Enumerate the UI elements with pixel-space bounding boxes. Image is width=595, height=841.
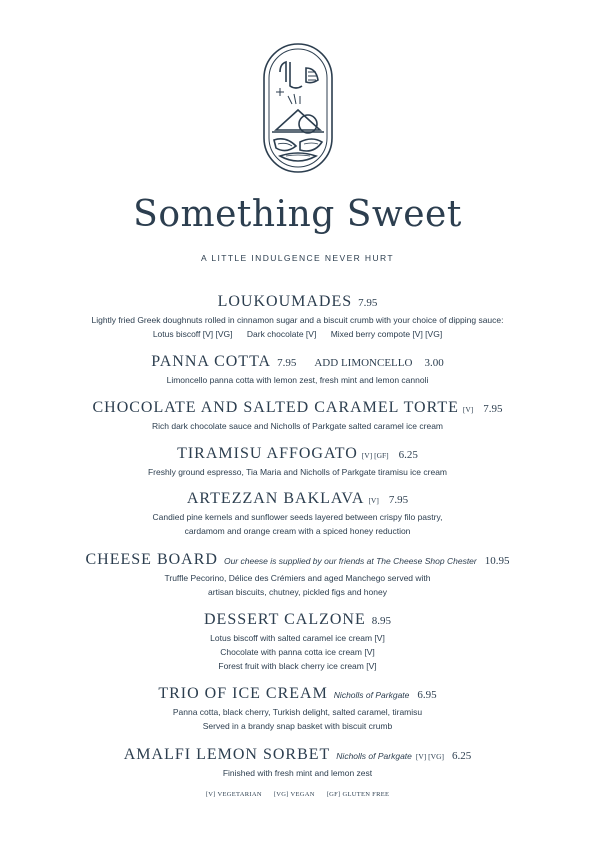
menu-tagline: A LITTLE INDULGENCE NEVER HURT — [201, 253, 394, 263]
item-price: 10.95 — [484, 555, 510, 567]
item-name: TRIO OF ICE CREAM — [158, 685, 328, 702]
menu-item-lemon-sorbet — [0, 744, 595, 780]
item-description-line: cardamom and orange cream with a spiced honey reduction — [184, 526, 411, 536]
item-description-line: Truffle Pecorino, Délice des Crémiers and aged Manchego served with — [164, 573, 431, 583]
menu-item-cheese-board — [0, 549, 595, 599]
item-price: 7.95 — [483, 403, 503, 415]
menu-item-chocolate-torte — [0, 397, 595, 433]
item-description: Finished with fresh mint and lemon zest — [222, 768, 373, 778]
item-name: PANNA COTTA — [151, 353, 272, 370]
item-description: Freshly ground espresso, Tia Maria and Nicholls of Parkgate tiramisu ice cream — [147, 467, 448, 477]
item-name: LOUKOUMADES — [217, 293, 353, 310]
item-name: CHEESE BOARD — [85, 551, 218, 568]
item-description: Limoncello panna cotta with lemon zest, fresh mint and lemon cannoli — [166, 375, 429, 385]
item-description-line: Served in a brandy snap basket with biscuit crumb — [202, 721, 393, 731]
item-description-line: Panna cotta, black cherry, Turkish delight, salted caramel, tiramisu — [172, 707, 423, 717]
emblem-logo-icon — [262, 42, 334, 174]
item-description: Lightly fried Greek doughnuts rolled in cinnamon sugar and a biscuit crumb with your choice of dipping sauce: — [91, 315, 504, 325]
item-price: 7.95 — [277, 357, 297, 369]
item-price: 7.95 — [358, 297, 378, 309]
legend-vegetarian: [V] VEGETARIAN — [205, 791, 262, 798]
item-description-line: Lotus biscoff with salted caramel ice cream [V] — [210, 633, 385, 643]
item-price: 6.95 — [417, 689, 437, 701]
item-description: Rich dark chocolate sauce and Nicholls of Parkgate salted caramel ice cream — [151, 421, 444, 431]
item-description-line: Chocolate with panna cotta ice cream [V] — [220, 647, 375, 657]
item-supplier-note: Nicholls of Parkgate — [336, 751, 412, 761]
menu-item-dessert-calzone — [0, 609, 595, 673]
item-tags: [V] — [462, 405, 474, 414]
option-berry-compote: Mixed berry compote [V] [VG] — [330, 329, 443, 339]
item-name: TIRAMISU AFFOGATO — [177, 445, 358, 462]
item-tags: [V] [VG] — [415, 752, 445, 761]
item-price: 6.25 — [452, 750, 472, 762]
legend-vegan: [VG] VEGAN — [273, 791, 315, 798]
menu-title: Something Sweet — [133, 194, 462, 235]
item-supplier-note: Nicholls of Parkgate — [333, 690, 410, 700]
item-tags: [V] [GF] — [361, 451, 389, 460]
legend-gluten-free: [GF] GLUTEN FREE — [326, 791, 390, 798]
item-extra-price: 3.00 — [424, 357, 444, 369]
item-description-line: artisan biscuits, chutney, pickled figs and honey — [208, 587, 387, 597]
menu-item-loukoumades — [0, 291, 595, 341]
menu-item-trio-ice-cream — [0, 683, 595, 733]
item-name: ARTEZZAN BAKLAVA — [186, 490, 365, 507]
item-description-line: Forest fruit with black cherry ice cream [V] — [218, 661, 377, 671]
item-price: 7.95 — [388, 494, 409, 506]
item-description-line: Candied pine kernels and sunflower seeds layered between crispy filo pastry, — [152, 512, 443, 522]
item-name: AMALFI LEMON SORBET — [123, 746, 331, 763]
item-price: 8.95 — [371, 615, 391, 627]
item-name: DESSERT CALZONE — [204, 611, 366, 628]
menu-item-baklava — [0, 488, 595, 538]
item-supplier-note: Our cheese is supplied by our friends at The Cheese Shop Chester — [223, 556, 477, 566]
item-price: 6.25 — [398, 449, 418, 461]
item-options — [0, 327, 595, 341]
menu-item-panna-cotta — [0, 351, 595, 387]
option-lotus: Lotus biscoff [V] [VG] — [152, 329, 233, 339]
dietary-legend — [0, 791, 595, 798]
menu-item-tiramisu-affogato — [0, 443, 595, 479]
item-name: CHOCOLATE AND SALTED CARAMEL TORTE — [92, 399, 459, 416]
item-extra: ADD LIMONCELLO — [314, 357, 413, 369]
option-dark-chocolate: Dark chocolate [V] — [246, 329, 317, 339]
item-tags: [V] — [368, 496, 379, 505]
